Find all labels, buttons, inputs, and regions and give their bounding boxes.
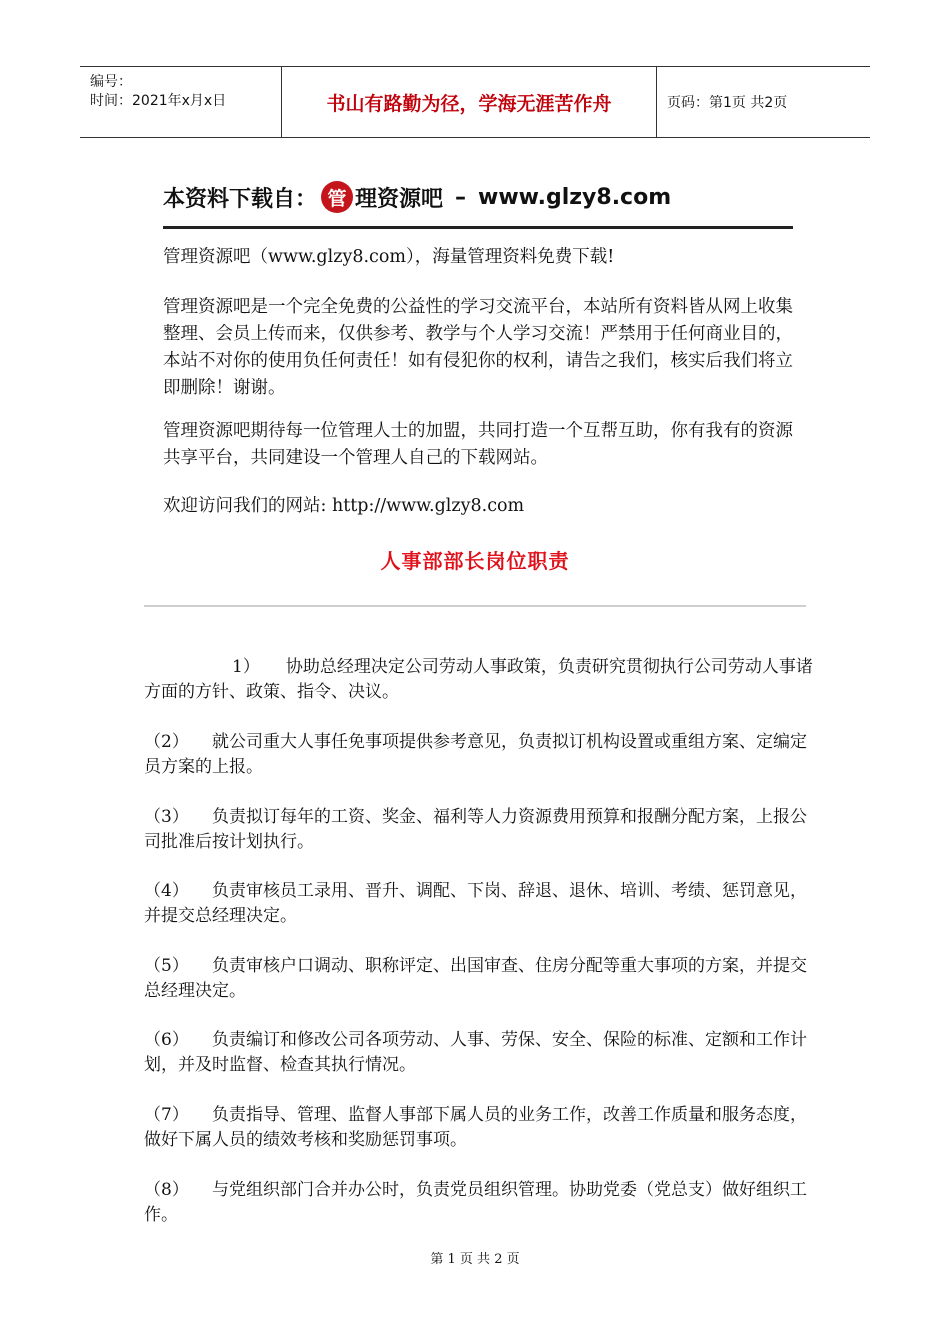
header-motto: 书山有路勤为径，学海无涯苦作舟: [282, 67, 657, 137]
site-logo-icon: 管: [321, 181, 353, 213]
duty-text: 负责编订和修改公司各项劳动、人事、劳保、安全、保险的标准、定额和工作计划，并及时监督、检查其执行情况。: [144, 1030, 807, 1075]
banner-domain[interactable]: www.glzy8.com: [478, 184, 672, 210]
page-footer: 第 1 页 共 2 页: [430, 1252, 520, 1267]
duty-item-8: [144, 1178, 819, 1228]
header-meta: [80, 67, 282, 137]
document-title: 人事部部长岗位职责: [380, 549, 570, 573]
banner-site-name: 理资源吧: [355, 186, 444, 212]
intro-paragraph-2: 管理资源吧是一个完全免费的公益性的学习交流平台，本站所有资料皆从网上收集整理、会员上传而来，仅供参考、教学与个人学习交流！严禁用于任何商业目的，本站不对你的使用负任何责任！如有侵犯你的权利，请告之我们，核实后我们将立即删除！谢谢。: [163, 297, 793, 398]
duty-text: 负责审核户口调动、职称评定、出国审查、住房分配等重大事项的方案，并提交总经理决定。: [144, 956, 807, 1001]
duty-number: （3）: [144, 807, 189, 827]
duty-number: （7）: [144, 1105, 189, 1125]
banner-prefix: 本资料下载自：: [163, 186, 318, 212]
banner-divider: [163, 226, 793, 229]
duty-number: （8）: [144, 1180, 189, 1200]
duty-text: 与党组织部门合并办公时，负责党员组织管理。协助党委（党总支）做好组织工作。: [144, 1180, 807, 1225]
page-header: [80, 66, 870, 138]
duty-number: （2）: [144, 732, 189, 752]
header-page-info: 页码：第1页 共2页: [667, 95, 788, 111]
title-divider: [144, 605, 806, 607]
duty-text: 就公司重大人事任免事项提供参考意见，负责拟订机构设置或重组方案、定编定员方案的上报。: [144, 732, 807, 777]
duty-text: 负责指导、管理、监督人事部下属人员的业务工作，改善工作质量和服务态度，做好下属人员的绩效考核和奖励惩罚事项。: [144, 1105, 807, 1150]
duty-number: （4）: [144, 881, 189, 901]
duty-item-6: [144, 1028, 819, 1078]
duty-item-2: [144, 730, 819, 780]
download-banner: [163, 168, 793, 226]
time-label: 时间：2021年x月x日: [90, 93, 227, 109]
duty-item-1: [144, 655, 819, 705]
duty-text: 负责审核员工录用、晋升、调配、下岗、辞退、退休、培训、考绩、惩罚意见，并提交总经理决定。: [144, 881, 807, 926]
duty-text: 负责拟订每年的工资、奖金、福利等人力资源费用预算和报酬分配方案，上报公司批准后按计划执行。: [144, 807, 807, 852]
duty-item-7: [144, 1103, 819, 1153]
duty-number: （5）: [144, 956, 189, 976]
banner-dash: –: [455, 184, 467, 210]
intro-paragraph-3: 管理资源吧期待每一位管理人士的加盟，共同打造一个互帮互助，你有我有的资源共享平台，共同建设一个管理人自己的下载网站。: [163, 421, 793, 468]
duty-text: 协助总经理决定公司劳动人事政策，负责研究贯彻执行公司劳动人事诸方面的方针、政策、指令、决议。: [144, 657, 813, 702]
intro-website-link[interactable]: 欢迎访问我们的网站: http://www.glzy8.com: [163, 496, 525, 516]
number-label: 编号：: [90, 74, 132, 90]
duty-item-4: [144, 879, 819, 929]
duty-number: （6）: [144, 1030, 189, 1050]
duty-item-3: [144, 805, 819, 855]
duty-item-5: [144, 954, 819, 1004]
intro-paragraph-1: 管理资源吧（www.glzy8.com），海量管理资料免费下载!: [163, 247, 615, 267]
duty-number: 1）: [232, 657, 260, 677]
